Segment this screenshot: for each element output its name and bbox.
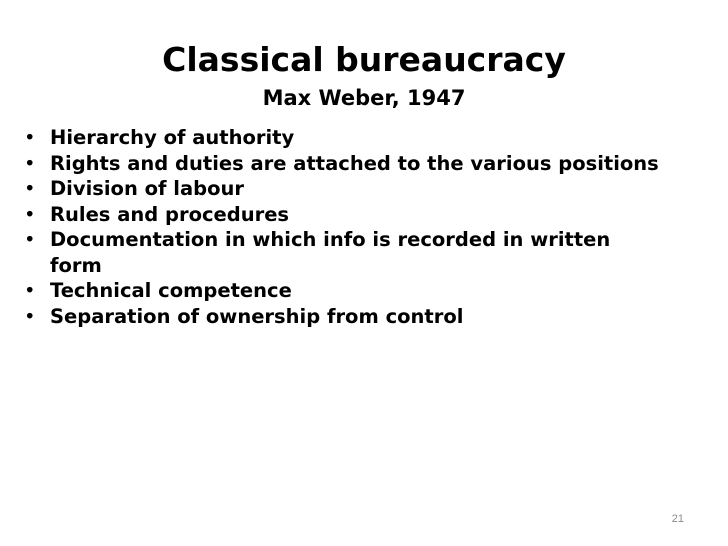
bullet-dot-icon: • — [24, 177, 36, 200]
bullet-dot-icon: • — [24, 126, 36, 149]
bullet-dot-icon: • — [24, 279, 36, 302]
bullet-text: Division of labour — [50, 177, 244, 200]
slide-subtitle: Max Weber, 1947 — [262, 86, 466, 110]
bullet-text: Rights and duties are attached to the various positions — [50, 151, 659, 175]
bullet-dot-icon: • — [24, 151, 36, 175]
bullet-text: Hierarchy of authority — [50, 126, 295, 149]
bullet-item — [24, 304, 664, 330]
bullet-text: Separation of ownership from control — [50, 304, 464, 328]
bullet-text: Technical competence — [50, 279, 292, 302]
bullet-list — [24, 125, 664, 329]
bullet-item — [24, 278, 664, 304]
bullet-dot-icon: • — [24, 304, 36, 328]
bullet-item — [24, 125, 664, 151]
bullet-item — [24, 151, 664, 177]
bullet-item — [24, 176, 664, 202]
bullet-dot-icon: • — [24, 202, 36, 226]
page-number: 21 — [671, 513, 684, 525]
bullet-dot-icon: • — [24, 228, 36, 251]
bullet-item — [24, 202, 664, 228]
bullet-item — [24, 227, 664, 278]
slide-title: Classical bureaucracy — [162, 40, 566, 79]
bullet-text: Rules and procedures — [50, 202, 290, 226]
bullet-text: Documentation in which info is recorded in written form — [50, 228, 611, 277]
